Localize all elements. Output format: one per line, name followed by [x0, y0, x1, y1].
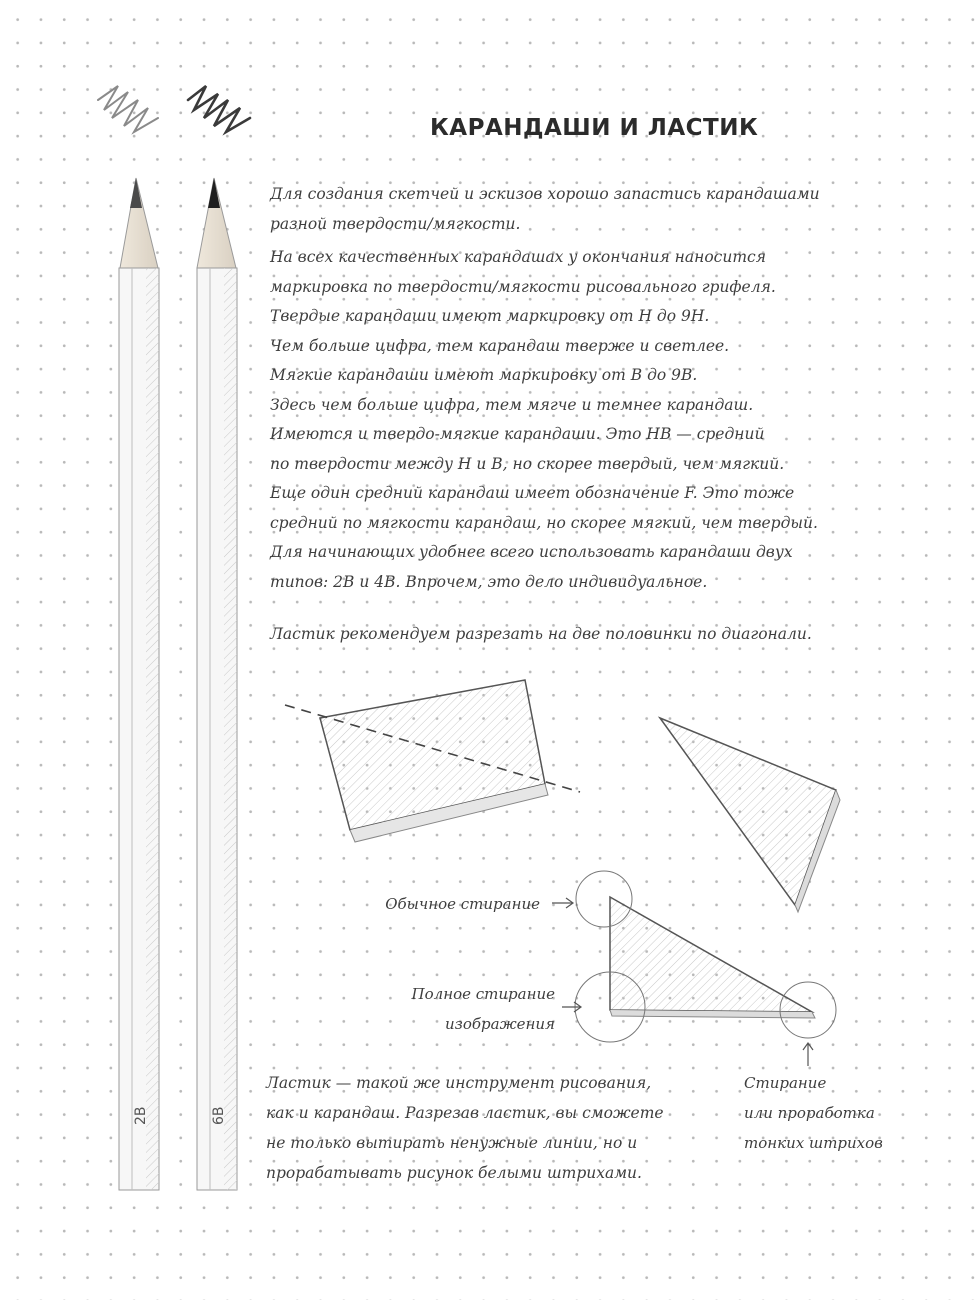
- text-line: Имеются и твердо-мягкие карандаши. Это HB — средний: [270, 425, 765, 443]
- eraser-half-top: [660, 718, 840, 912]
- text-line: Твердые карандаши имеют маркировку от H до 9H.: [270, 307, 710, 325]
- text-line: Для начинающих удобнее всего использовать карандаши двух: [270, 543, 793, 561]
- pencil-lead: [130, 178, 142, 208]
- text-line: типов: 2B и 4B. Впрочем, это дело индивидуальное.: [270, 572, 708, 591]
- text-line: Ластик рекомендуем разрезать на две половинки по диагонали.: [270, 625, 812, 643]
- text-line: разной твердости/мягкости.: [270, 214, 521, 233]
- pencil-6b: [197, 178, 237, 1190]
- label-fine-erase: Стирание или проработка тонких штрихов: [744, 1074, 883, 1152]
- arrow-icon: [552, 898, 573, 908]
- text-line: Здесь чем больше цифра, тем мягче и темнее карандаш.: [270, 395, 754, 414]
- pencil-lead: [208, 178, 220, 208]
- text-line: маркировка по твердости/мягкости рисовального грифеля.: [270, 277, 776, 296]
- arrow-icon: [562, 1002, 581, 1012]
- scribble-2b-sample: [98, 86, 158, 132]
- circle-normal-erase: [576, 871, 632, 927]
- text-line: как и карандаш. Разрезав ластик, вы сможете: [266, 1104, 664, 1122]
- pencil-grade-label: 2B: [133, 1106, 149, 1125]
- pencil-grade-label: 6B: [211, 1106, 227, 1125]
- text-line: Чем больше цифра, тем карандаш тверже и светлее.: [270, 336, 730, 355]
- page-title: КАРАНДАШИ И ЛАСТИК: [430, 115, 759, 141]
- text-line: прорабатывать рисунок белыми штрихами.: [266, 1164, 642, 1182]
- label-full-erase: Полное стирание изображения: [411, 985, 555, 1033]
- text-line: по твердости между H и B, но скорее твердый, чем мягкий.: [270, 454, 785, 473]
- text-line: Мягкие карандаши имеют маркировку от B до 9B.: [270, 366, 698, 384]
- scribble-6b-sample: [188, 86, 250, 132]
- text-line: не только вытирать ненужные линии, но и: [266, 1134, 638, 1152]
- text-line: Для создания скетчей и эскизов хорошо запастись карандашами: [270, 185, 820, 203]
- text-line: Ластик — такой же инструмент рисования,: [266, 1074, 652, 1092]
- text-line: средний по мягкости карандаш, но скорее мягкий, чем твердый.: [270, 513, 818, 532]
- text-line: На всех качественных карандашах у окончания наносится: [270, 248, 766, 266]
- text-line: Еще один средний карандаш имеет обозначение F. Это тоже: [270, 484, 795, 502]
- pencil-2b: [119, 178, 159, 1190]
- arrow-icon: [803, 1043, 813, 1066]
- eraser-whole: [285, 680, 580, 842]
- label-normal-erase: Обычное стирание: [385, 895, 540, 913]
